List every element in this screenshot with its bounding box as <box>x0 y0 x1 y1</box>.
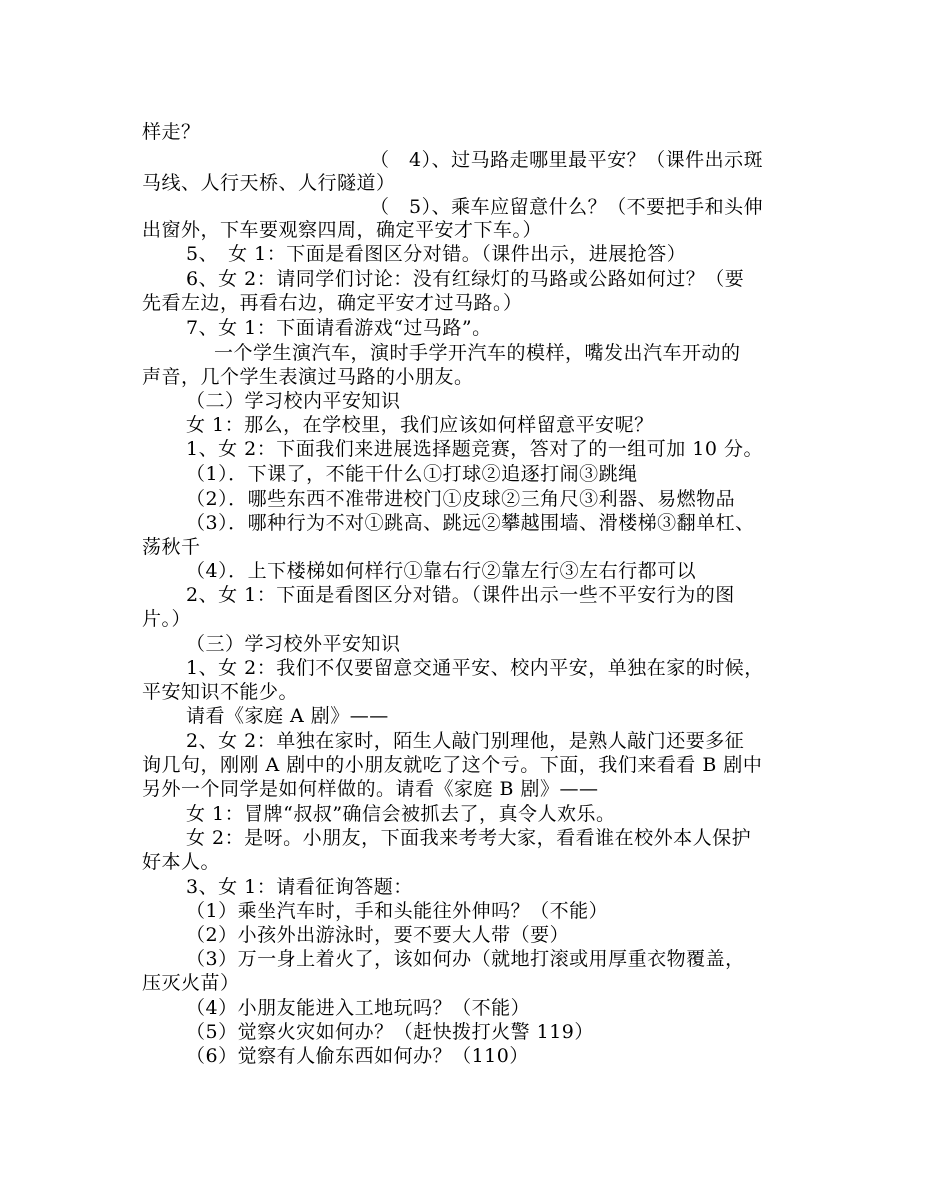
text-line: 先看左边，再看右边，确定平安才过马路。） <box>142 292 523 314</box>
text-line: 压灭火苗） <box>142 972 240 994</box>
text-line: 询几句，刚刚 A 剧中的小朋友就吃了这个亏。下面，我们来看看 B 剧中 <box>142 754 763 776</box>
text-line: （1）乘坐汽车时，手和头能往外伸吗？（不能） <box>186 900 609 922</box>
text-line: 荡秋千 <box>142 536 201 558</box>
text-line: 1、女 2：下面我们来进展选择题竞赛，答对了的一组可加 10 分。 <box>186 438 763 460</box>
text-line: 1、女 2：我们不仅要留意交通平安、校内平安，单独在家的时候， <box>186 657 764 679</box>
text-line: （4）．上下楼梯如何样行①靠右行②靠左行③左右行都可以 <box>186 560 697 582</box>
text-line: 出窗外，下车要观察四周，确定平安才下车。） <box>142 219 543 241</box>
text-line: 请看《家庭 A 剧》—— <box>186 705 389 727</box>
text-line: 片。） <box>142 608 192 630</box>
text-line: 声音，几个学生表演过马路的小朋友。 <box>142 366 474 388</box>
section-heading: （三）学习校外平安知识 <box>186 633 401 655</box>
text-line: （3）万一身上着火了，该如何办（就地打滚或用厚重衣物覆盖， <box>186 948 745 970</box>
text-line: 2、女 1：下面是看图区分对错。（课件出示一些不平安行为的图 <box>186 584 735 606</box>
text-line: 样走？ <box>142 121 201 143</box>
text-line: （ 4）、过马路走哪里最平安？（课件出示斑 <box>370 149 764 171</box>
text-line: 3、女 1：请看征询答题： <box>186 876 413 898</box>
text-line: 平安知识不能少。 <box>142 681 299 703</box>
section-heading: （二）学习校内平安知识 <box>186 390 401 412</box>
text-line: （1）．下课了，不能干什么①打球②追逐打闹③跳绳 <box>186 463 638 485</box>
text-line: 2、女 2：单独在家时，陌生人敲门别理他，是熟人敲门还要多征 <box>186 730 745 752</box>
text-line: 好本人。 <box>142 851 221 873</box>
text-line: 另外一个同学是如何样做的。请看《家庭 B 剧》—— <box>142 778 599 800</box>
text-line: 一个学生演汽车，演时手学开汽车的模样，嘴发出汽车开动的 <box>214 342 741 364</box>
text-line: 女 1：冒牌“叔叔”确信会被抓去了，真令人欢乐。 <box>186 803 616 825</box>
text-line: （ 5）、乘车应留意什么？（不要把手和头伸 <box>370 196 764 218</box>
text-line: 马线、人行天桥、人行隧道） <box>142 172 396 194</box>
text-line: 女 1：那么，在学校里，我们应该如何样留意平安呢？ <box>186 414 654 436</box>
text-line: 女 2：是呀。小朋友，下面我来考考大家，看看谁在校外本人保护 <box>186 827 752 849</box>
text-line: （5）觉察火灾如何办？（赶快拨打火警 119） <box>186 1021 594 1043</box>
text-line: 5、 女 1：下面是看图区分对错。（课件出示，进展抢答） <box>186 243 687 265</box>
text-line: （2）小孩外出游泳时，要不要大人带（要） <box>186 924 570 946</box>
text-line: （3）．哪种行为不对①跳高、跳远②攀越围墙、滑楼梯③翻单杠、 <box>186 512 755 534</box>
text-line: （6）觉察有人偷东西如何办？（110） <box>186 1045 529 1067</box>
text-line: （2）．哪些东西不准带进校门①皮球②三角尺③利器、易燃物品 <box>186 488 736 510</box>
text-line: （4）小朋友能进入工地玩吗？（不能） <box>186 997 531 1019</box>
text-line: 7、女 1：下面请看游戏“过马路”。 <box>186 317 492 339</box>
text-line: 6、女 2：请同学们讨论：没有红绿灯的马路或公路如何过？（要 <box>186 268 745 290</box>
